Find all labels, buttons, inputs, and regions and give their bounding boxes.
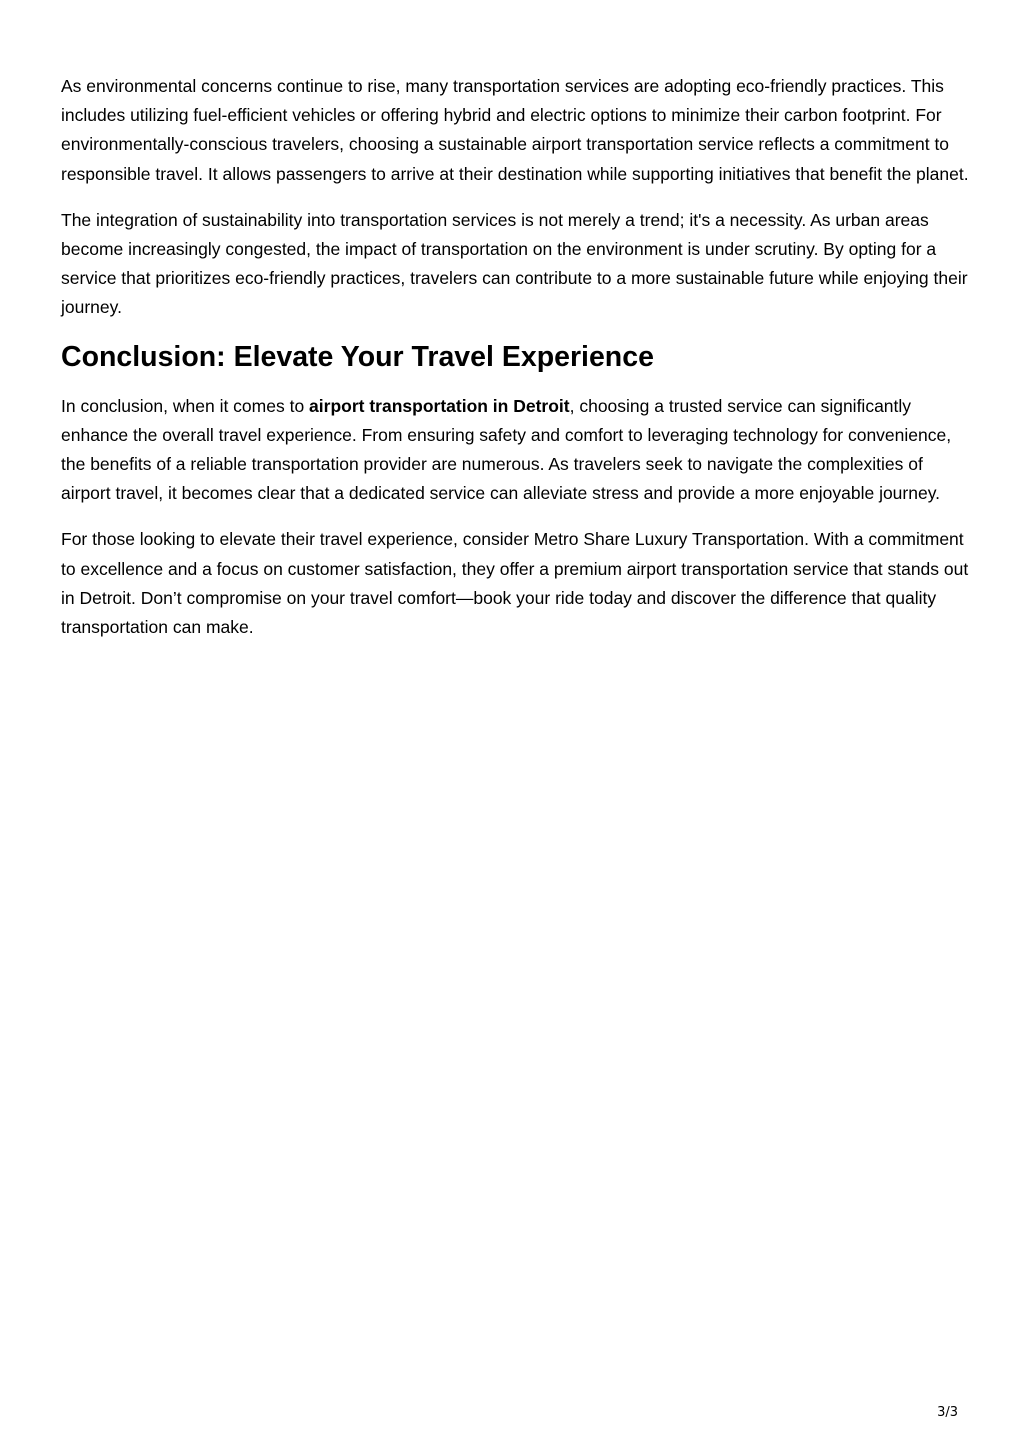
conclusion-text-start: In conclusion, when it comes to [61,395,310,416]
page-number: 3/3 [937,1405,958,1420]
body-paragraph-conclusion [61,392,971,509]
body-paragraph-integration: The integration of sustainability into transportation services is not merely a trend; it's a necessity. As urban areas become increasingly congested, the impact of transportation on the environment is under scrutiny. By opting for a service that prioritizes eco-friendly practices, travelers can contribute to a more sustainable future while enjoying their journey. [61,209,968,318]
section-heading-conclusion: Conclusion: Elevate Your Travel Experience [61,340,654,373]
emphasis-airport-transportation-detroit: airport transportation in Detroit [309,395,570,416]
body-paragraph-sustainability: As environmental concerns continue to rise, many transportation services are adopting eco-friendly practices. This includes utilizing fuel-efficient vehicles or offering hybrid and electric options to minimize their carbon footprint. For environmentally-conscious travelers, choosing a sustainable airport transportation service reflects a commitment to responsible travel. It allows passengers to arrive at their destination while supporting initiatives that benefit the planet. [61,76,969,184]
conclusion-text-end: , choosing a trusted service can significantly enhance the overall travel experience. From ensuring safety and comfort to leveraging technology for convenience, the benefits of a reliable transportation provider are numerous. As travelers seek to navigate the complexities of airport travel, it becomes clear that a dedicated service can alleviate stress and provide a more enjoyable journey. [61,395,952,504]
body-paragraph-recommendation: For those looking to elevate their travel experience, consider Metro Share Luxury Transportation. With a commitment to excellence and a focus on customer satisfaction, they offer a premium airport transportation service that stands out in Detroit. Don’t compromise on your travel comfort—book your ride today and discover the difference that quality transportation can make. [61,529,969,638]
document-page [61,72,971,659]
